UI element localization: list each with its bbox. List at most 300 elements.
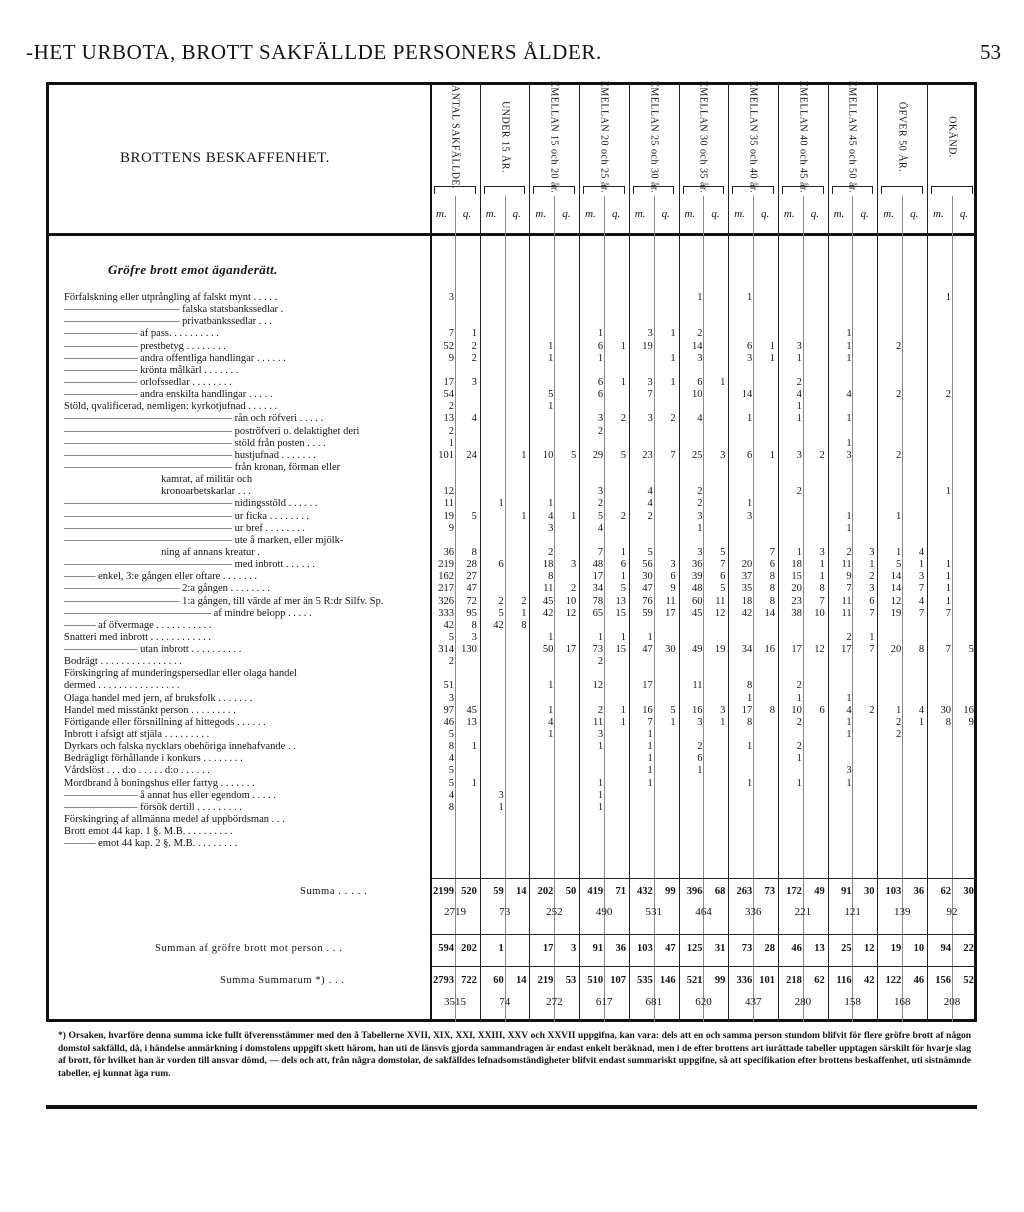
table-cell: 2: [471, 352, 477, 364]
table-cell: 1: [647, 753, 653, 765]
column-total: 221: [794, 906, 812, 918]
table-cell: 1: [670, 352, 676, 364]
table-cell: 8: [448, 801, 454, 813]
section-heading: Gröfre brott emot äganderätt.: [108, 262, 278, 277]
summary-cell: 1: [498, 943, 504, 954]
table-cell: 73: [592, 644, 604, 656]
table-cell: 7: [720, 559, 726, 571]
table-cell: 1: [647, 765, 653, 777]
column-heading-label: EMELLAN 25 och 30 år.: [648, 80, 660, 194]
table-cell: 1: [471, 777, 477, 789]
table-cell: 2: [471, 340, 477, 352]
row-label: Bedrägligt förhållande i konkurs . . . . . . . .: [64, 753, 243, 765]
table-cell: 59: [642, 607, 653, 619]
row-label: Förtigande eller försnillning af hittegods . . . . . .: [64, 716, 266, 728]
table-cell: 45: [466, 704, 477, 716]
summary-cell: 107: [610, 975, 626, 986]
summary-cell: 594: [438, 943, 454, 954]
column-brace: [881, 186, 923, 194]
summary-cell: 71: [615, 886, 626, 897]
summary-cell: 42: [863, 975, 875, 986]
table-cell: 13: [443, 413, 454, 425]
sub-q-label: q.: [910, 208, 919, 220]
row-label: Förskingring af allmänna medel af uppbördsman . . .: [64, 814, 285, 826]
table-cell: 2: [796, 716, 802, 728]
table-cell: 1: [819, 571, 825, 583]
summary-cell: 49: [814, 886, 825, 897]
column-total: 617: [595, 996, 613, 1008]
table-cell: 17: [443, 376, 454, 388]
table-cell: 72: [466, 595, 477, 607]
table-cell: 1: [846, 328, 852, 340]
summary-cell: 12: [863, 943, 875, 954]
table-cell: 1: [548, 680, 554, 692]
table-cell: 1: [647, 741, 653, 753]
header-rule: [46, 233, 977, 236]
row-label: ———————————————— hustjufnad . . . . . . .: [64, 449, 316, 461]
table-cell: 1: [746, 777, 753, 789]
table-cell: 7: [869, 607, 875, 619]
table-cell: 8: [769, 595, 776, 607]
table-cell: 48: [592, 559, 604, 571]
sub-q-label: q.: [711, 208, 720, 220]
summary-cell: 14: [516, 886, 527, 897]
column-total: 139: [894, 906, 911, 918]
table-cell: 1: [521, 449, 527, 461]
sub-m-label: m.: [933, 208, 944, 220]
table-cell: 13: [466, 716, 477, 728]
summary-cell: 103: [885, 886, 902, 897]
column-brace: [434, 186, 476, 194]
table-cell: 1: [647, 777, 653, 789]
column-total: 158: [844, 996, 861, 1008]
column-heading: [927, 92, 977, 182]
summary-cell: 13: [814, 943, 825, 954]
table-cell: 18: [542, 559, 554, 571]
sub-q-label: q.: [810, 208, 819, 220]
column-heading-label: EMELLAN 45 och 50 år.: [846, 80, 858, 194]
table-cell: 2: [846, 631, 852, 643]
table-cell: 42: [493, 619, 504, 631]
table-cell: 8: [769, 571, 776, 583]
table-cell: 29: [592, 449, 604, 461]
table-cell: 1: [796, 352, 802, 364]
table-cell: 11: [715, 595, 726, 607]
table-cell: 3: [697, 716, 703, 728]
table-cell: 37: [741, 571, 753, 583]
column-heading-label: UNDER 15 ÅR.: [499, 101, 511, 173]
table-cell: 1: [945, 595, 951, 607]
table-cell: 1: [670, 716, 676, 728]
row-label: ——————— å annat hus eller egendom . . . . .: [64, 789, 276, 801]
table-cell: 76: [642, 595, 653, 607]
summary-cell: 46: [791, 943, 802, 954]
table-cell: 5: [720, 546, 726, 558]
column-brace: [832, 186, 874, 194]
summary-cell: 31: [714, 943, 726, 954]
table-cell: 1: [945, 559, 951, 571]
row-label: Handel med misstänkt person . . . . . . . . .: [64, 704, 236, 716]
table-cell: 8: [548, 571, 554, 583]
row-label: ——————— utan inbrott . . . . . . . . . .: [64, 644, 242, 656]
table-cell: 2: [571, 583, 577, 595]
row-label: ——— emot 44 kap. 2 §. M.B. . . . . . . . .: [64, 838, 238, 850]
sub-m-label: m.: [684, 208, 696, 220]
table-cell: 46: [443, 716, 454, 728]
table-cell: 2: [521, 595, 527, 607]
table-cell: 4: [697, 413, 703, 425]
summary-cell: 46: [913, 975, 925, 986]
table-cell: 8: [471, 619, 477, 631]
row-label: Stöld, qvalificerad, nemligen: kyrkotjufnad . . . . . .: [64, 401, 278, 413]
table-cell: 11: [841, 559, 852, 571]
summary-cell: 91: [841, 886, 852, 897]
table-cell: 5: [471, 510, 477, 522]
summary-cell: 91: [592, 943, 604, 954]
summary-cell: 68: [714, 886, 726, 897]
table-cell: 7: [918, 607, 925, 619]
row-label: ———————————————— nidingsstöld . . . . . .: [64, 498, 318, 510]
table-cell: 1: [548, 631, 554, 643]
table-cell: 5: [620, 583, 626, 595]
table-cell: 1: [945, 571, 951, 583]
table-cell: 7: [448, 328, 454, 340]
column-total: 336: [744, 906, 762, 918]
table-cell: 1: [548, 729, 554, 741]
summary-cell: 73: [764, 886, 776, 897]
row-label: Snatteri med inbrott . . . . . . . . . . . .: [64, 631, 211, 643]
summary-cell: 156: [935, 975, 951, 986]
sub-q-label: q.: [761, 208, 770, 220]
table-cell: 1: [746, 692, 753, 704]
table-cell: 4: [796, 389, 802, 401]
column-total: 437: [744, 996, 762, 1008]
table-cell: 2: [697, 328, 703, 340]
summary-cell: 432: [637, 886, 653, 897]
column-total: 74: [499, 996, 511, 1008]
table-cell: 7: [945, 607, 951, 619]
column-heading-label: EMELLAN 35 och 40 år.: [747, 80, 759, 194]
table-cell: 3: [597, 729, 604, 741]
table-cell: 4: [918, 546, 925, 558]
table-cell: 16: [642, 704, 653, 716]
table-cell: 25: [692, 449, 703, 461]
column-heading-label: ÖFVER 50 ÅR.: [896, 101, 908, 173]
table-cell: 5: [620, 449, 626, 461]
table-cell: 1: [548, 340, 554, 352]
table-cell: 7: [597, 546, 604, 558]
row-label: ———————————————— rån och röfveri . . . . .: [64, 413, 324, 425]
column-heading-label: EMELLAN 30 och 35 år.: [697, 80, 709, 194]
table-cell: 42: [542, 607, 554, 619]
table-cell: 15: [615, 644, 626, 656]
table-cell: 1: [846, 437, 852, 449]
table-cell: 14: [890, 571, 902, 583]
table-cell: 2: [819, 449, 825, 461]
title-column-heading: BROTTENS BESKAFFENHET.: [120, 150, 330, 166]
table-cell: 8: [471, 546, 477, 558]
table-cell: 14: [741, 389, 753, 401]
row-label: ——— enkel, 3:e gången eller oftare . . . . . . .: [64, 571, 258, 583]
summary-cell: 722: [461, 975, 477, 986]
table-cell: 1: [697, 765, 703, 777]
sub-m-label: m.: [485, 208, 497, 220]
table-cell: 12: [592, 680, 604, 692]
table-cell: 3: [670, 559, 676, 571]
table-cell: 2: [670, 413, 676, 425]
table-cell: 13: [615, 595, 626, 607]
column-heading: [828, 80, 878, 194]
row-label: ——————————— falska statsbankssedlar .: [64, 304, 284, 316]
table-cell: 19: [443, 510, 454, 522]
table-cell: 1: [796, 753, 802, 765]
table-cell: 12: [565, 607, 577, 619]
table-cell: 1: [846, 692, 852, 704]
table-cell: 1: [796, 401, 802, 413]
summary-cell: 125: [686, 943, 703, 954]
table-cell: 6: [620, 559, 626, 571]
table-cell: 6: [597, 376, 604, 388]
row-label: Bodrägt . . . . . . . . . . . . . . . .: [64, 656, 182, 668]
summary-cell: 73: [741, 943, 753, 954]
table-cell: 30: [665, 644, 676, 656]
table-cell: 3: [448, 292, 454, 303]
table-cell: 3: [697, 352, 703, 364]
table-cell: 27: [466, 571, 477, 583]
table-cell: 3: [498, 789, 504, 801]
table-cell: 8: [918, 644, 925, 656]
summary-cell: 172: [786, 886, 802, 897]
table-cell: 1: [945, 292, 951, 303]
table-cell: 30: [940, 704, 951, 716]
table-cell: 4: [647, 486, 653, 498]
row-label: ———————————————— ur bref . . . . . . . .: [64, 522, 305, 534]
table-cell: 48: [692, 583, 703, 595]
row-label: ———————————————— stöld från posten . . . .: [64, 437, 326, 449]
sub-q-label: q.: [860, 208, 869, 220]
table-cell: 10: [814, 607, 825, 619]
table-cell: 8: [769, 704, 776, 716]
summary-cell: 22: [963, 943, 974, 954]
table-cell: 2: [498, 595, 504, 607]
table-cell: 1: [846, 522, 852, 534]
column-total: 620: [695, 996, 712, 1008]
table-cell: 3: [819, 546, 825, 558]
table-cell: 3: [647, 328, 653, 340]
table-cell: 3: [471, 631, 477, 643]
table-cell: 35: [741, 583, 753, 595]
table-cell: 1: [896, 546, 902, 558]
table-cell: 9: [670, 583, 676, 595]
row-label: ——————————— privatbankssedlar . . .: [64, 316, 272, 328]
column-heading-label: EMELLAN 15 och 20 år.: [548, 80, 560, 194]
summary-cell: 62: [940, 886, 951, 897]
table-cell: 1: [548, 352, 554, 364]
table-cell: 19: [890, 607, 902, 619]
column-rule: [927, 85, 928, 1022]
column-total: 73: [499, 906, 511, 918]
table-cell: 1: [620, 340, 626, 352]
table-cell: 2: [697, 486, 703, 498]
table-cell: 8: [769, 583, 776, 595]
table-cell: 12: [443, 486, 454, 498]
summary-cell: 510: [587, 975, 604, 986]
summary-rule: [430, 966, 977, 967]
summa-summarum-label: Summa Summarum *) . . .: [220, 975, 345, 986]
table-cell: 1: [498, 498, 504, 510]
table-cell: 2: [896, 716, 902, 728]
table-cell: 1: [746, 292, 753, 303]
summary-cell: 94: [940, 943, 951, 954]
summary-cell: 202: [537, 886, 554, 897]
table-cell: 5: [571, 449, 577, 461]
table-cell: 6: [869, 595, 875, 607]
row-label: ——— af öfvermage . . . . . . . . . . .: [64, 619, 212, 631]
table-cell: 42: [443, 619, 454, 631]
table-cell: 1: [647, 729, 653, 741]
table-cell: 7: [918, 583, 925, 595]
table-cell: 4: [448, 753, 454, 765]
table-cell: 1: [471, 741, 477, 753]
table-cell: 2: [945, 389, 951, 401]
sub-m-label: m.: [783, 208, 795, 220]
footnote: *) Orsaken, hvarföre denna summa icke fullt öfverensstämmer med den å Tabellerne XVII, XIX, XXI, XXIII, XXV och XXVII uppgifna, kan vara: dels att en och samma person stundom blifvit för flere gröfre brott af någon domstol sakfälld, då, i händelse anmärkning i domstolens uppgift skett härom, han uti de länsvis gjorda sammandragen är endast enkelt beräknad, men i de efter brottens art iurättade tabeller upptagen särskilt för hvarje slag af brott, för hvilket han är vorden till ansvar dömd, — dels och att, från några domstolar, de sakfälldes lefnadsomständigheter blifvit endast summariskt uppgifne, så att specifikation efter brottens beskaffenhet, uti sistnämnde tabeller, ej kunnat äga rum.: [58, 1031, 971, 1079]
sub-q-label: q.: [512, 208, 521, 220]
column-total: 2719: [444, 906, 466, 918]
summary-cell: 2199: [433, 886, 454, 897]
table-cell: 3: [597, 486, 604, 498]
table-cell: 38: [791, 607, 802, 619]
summary-cell: 202: [461, 943, 477, 954]
summary-cell: 396: [686, 886, 703, 897]
summary-cell: 52: [963, 975, 974, 986]
column-heading: [579, 80, 629, 194]
column-heading: [629, 80, 679, 194]
table-cell: 47: [642, 644, 653, 656]
table-cell: 36: [443, 546, 454, 558]
table-cell: 5: [720, 583, 726, 595]
table-cell: 2: [597, 704, 604, 716]
table-cell: 1: [896, 704, 902, 716]
table-cell: 5: [647, 546, 653, 558]
table-cell: 3: [796, 340, 802, 352]
table-cell: 1: [720, 716, 726, 728]
table-cell: 54: [443, 389, 454, 401]
row-label: kronoarbetskarlar . . .: [64, 486, 251, 498]
table-cell: 60: [692, 595, 703, 607]
table-cell: 1: [597, 631, 604, 643]
row-label: Olaga handel med jern, af bruksfolk . . . . . . .: [64, 692, 253, 704]
table-cell: 12: [714, 607, 726, 619]
table-cell: 16: [764, 644, 776, 656]
table-cell: 2: [597, 656, 604, 668]
table-cell: 2: [647, 510, 653, 522]
table-cell: 3: [697, 510, 703, 522]
table-cell: 1: [620, 631, 626, 643]
table-cell: 4: [597, 522, 604, 534]
table-cell: 5: [670, 704, 676, 716]
table-cell: 1: [620, 546, 626, 558]
summary-cell: 60: [493, 975, 504, 986]
table-cell: 4: [448, 789, 454, 801]
table-cell: 5: [448, 777, 454, 789]
table-cell: 3: [846, 449, 852, 461]
table-cell: 24: [466, 449, 477, 461]
table-cell: 3: [796, 449, 802, 461]
summary-cell: 59: [493, 886, 504, 897]
summary-cell: 47: [665, 943, 676, 954]
table-cell: 15: [615, 607, 626, 619]
row-label: ——————————— 2:a gången . . . . . . . .: [64, 583, 270, 595]
table-cell: 2: [796, 741, 802, 753]
table-cell: 15: [791, 571, 802, 583]
table-cell: 50: [542, 644, 554, 656]
summary-cell: 53: [565, 975, 577, 986]
column-total: 464: [695, 906, 712, 918]
column-total: 490: [595, 906, 613, 918]
table-cell: 1: [769, 449, 776, 461]
table-cell: 2: [548, 546, 554, 558]
summary-cell: 99: [714, 975, 726, 986]
row-label: ——————————— 1:a gången, till värde af mer än 5 R:dr Silfv. Sp.: [64, 595, 384, 607]
column-heading: [778, 80, 828, 194]
table-cell: 5: [448, 765, 454, 777]
table-cell: 20: [741, 559, 753, 571]
table-cell: 4: [846, 389, 852, 401]
sub-m-label: m.: [436, 208, 447, 220]
table-cell: 4: [918, 595, 925, 607]
row-label: ——————— krönta målkärl . . . . . . .: [64, 364, 239, 376]
table-cell: 2: [620, 510, 626, 522]
subcolumn-rule: [952, 196, 953, 1022]
column-brace: [931, 186, 973, 194]
table-cell: 4: [471, 413, 477, 425]
table-cell: 2: [448, 425, 454, 437]
table-cell: 1: [819, 559, 825, 571]
table-cell: 11: [443, 498, 454, 510]
summary-cell: 14: [516, 975, 527, 986]
table-cell: 3: [647, 376, 653, 388]
table-cell: 2: [448, 656, 454, 668]
table-cell: 30: [642, 571, 653, 583]
table-cell: 3: [448, 692, 454, 704]
summary-rule: [430, 934, 977, 935]
table-cell: 6: [498, 559, 504, 571]
table-cell: 1: [769, 352, 776, 364]
table-cell: 56: [642, 559, 653, 571]
row-label: ———————————————— ute å marken, eller mjölk-: [64, 534, 344, 546]
table-cell: 1: [796, 692, 802, 704]
column-total: 168: [894, 996, 911, 1008]
table-cell: 1: [746, 498, 753, 510]
table-cell: 18: [741, 595, 753, 607]
table-cell: 1: [670, 376, 676, 388]
table-cell: 9: [968, 716, 974, 728]
table-cell: 3: [720, 704, 726, 716]
summary-cell: 62: [814, 975, 825, 986]
table-cell: 45: [542, 595, 554, 607]
summary-cell: 122: [885, 975, 902, 986]
table-cell: 11: [592, 716, 604, 728]
table-cell: 3: [746, 352, 753, 364]
table-cell: 16: [963, 704, 974, 716]
table-cell: 28: [466, 559, 477, 571]
table-cell: 1: [746, 741, 753, 753]
table-cell: 8: [819, 583, 825, 595]
sub-m-label: m.: [833, 208, 845, 220]
table-cell: 47: [466, 583, 477, 595]
table-cell: 5: [597, 510, 604, 522]
